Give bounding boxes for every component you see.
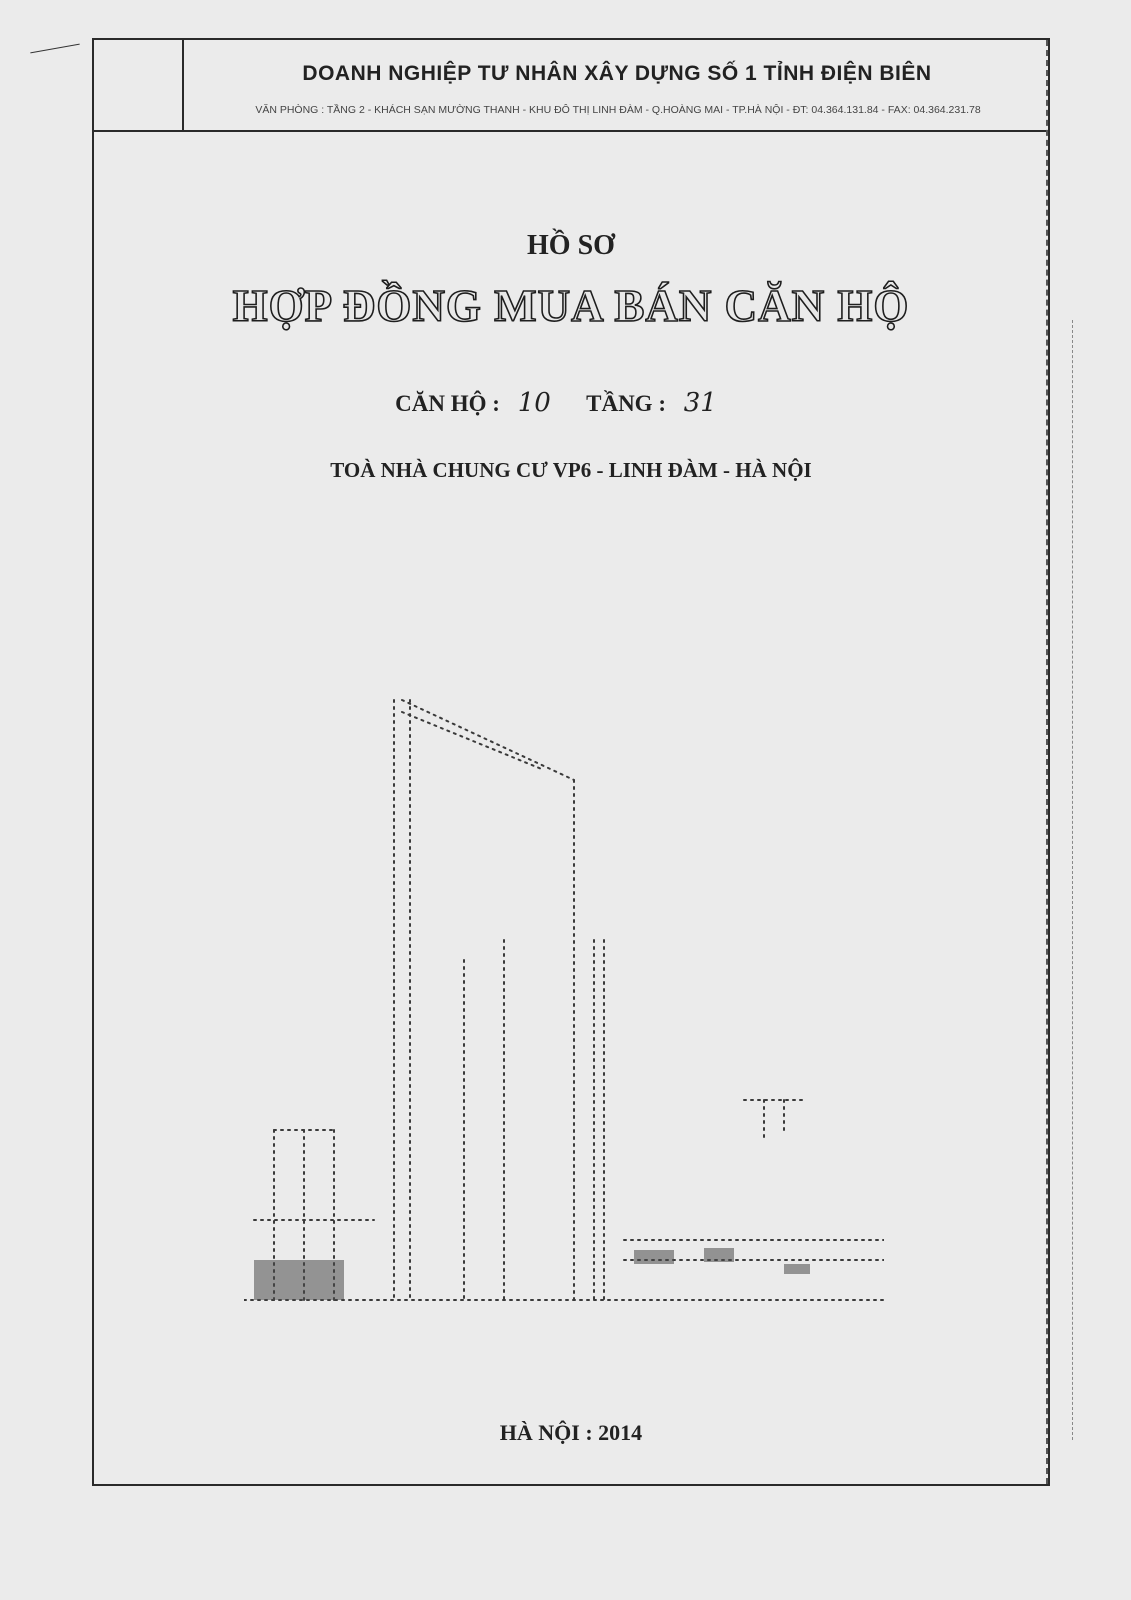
floor-value: 31 — [683, 388, 717, 418]
company-address: VĂN PHÒNG : TẦNG 2 - KHÁCH SẠN MƯỜNG THANH - KHU ĐÔ THỊ LINH ĐÀM - Q.HOÀNG MAI - TP.HÀ NỘI - ĐT: 04.364.131.84 - FAX: 04.364.231.78 — [255, 104, 981, 116]
company-name: DOANH NGHIỆP TƯ NHÂN XÂY DỰNG SỐ 1 TỈNH ĐIỆN BIÊN — [302, 62, 932, 85]
document-title: HỢP ĐỒNG MUA BÁN CĂN HỘ — [232, 281, 910, 331]
unit-label: CĂN HỘ : — [395, 391, 500, 416]
place-and-year: HÀ NỘI : 2014 — [499, 1420, 643, 1445]
letterhead — [94, 40, 1048, 132]
document-kind: HỒ SƠ — [527, 230, 615, 261]
logo-cell — [94, 40, 184, 130]
unit-floor-line — [94, 388, 1048, 418]
scan-edge-artifact — [1072, 320, 1074, 1440]
unit-value: 10 — [517, 388, 551, 418]
building-name: TOÀ NHÀ CHUNG CƯ VP6 - LINH ĐÀM - HÀ NỘI — [330, 458, 812, 482]
building-construction-illustration — [244, 660, 884, 1320]
document-frame — [92, 38, 1050, 1486]
floor-label: TẦNG : — [586, 391, 666, 416]
scan-mark — [30, 44, 79, 54]
